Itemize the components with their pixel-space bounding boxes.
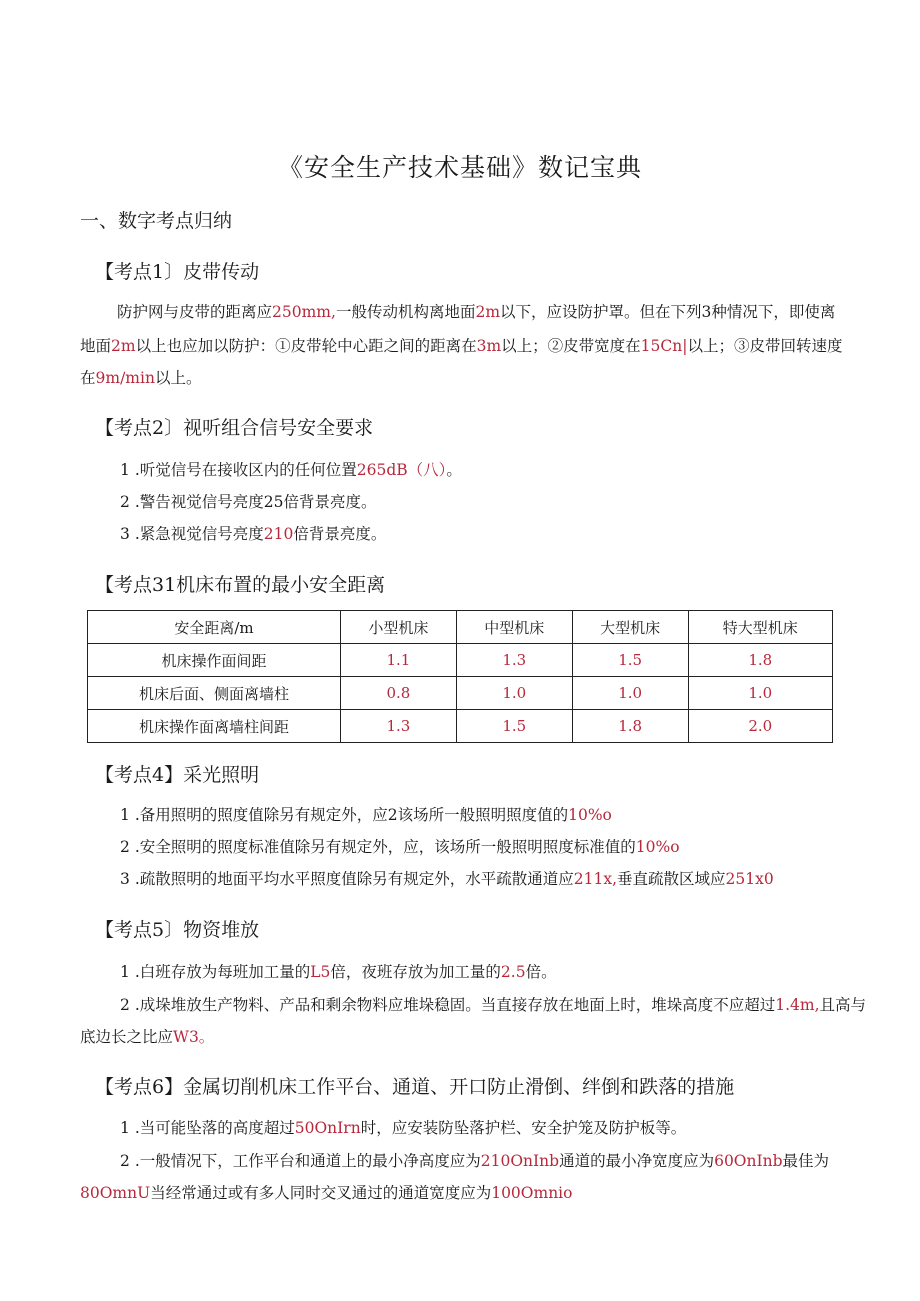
kp5-item2: 2 .成垛堆放生产物料、产品和剩余物料应堆垛稳固。当直接存放在地面上时，堆垛高度不应超过1.4m,且高与: [120, 996, 867, 1014]
kp2-item3: 3 .紧急视觉信号亮度210倍背景亮度。: [120, 525, 387, 543]
kp1-line3: 在9m∕min以上。: [80, 369, 202, 387]
table-cell: 1.5: [572, 644, 688, 677]
table-row-label: 机床操作面离墙柱间距: [88, 710, 341, 743]
table-cell: 1.8: [688, 644, 832, 677]
table-header: 安全距离/m: [88, 611, 341, 644]
table-row-label: 机床操作面间距: [88, 644, 341, 677]
table-header-row: [88, 611, 833, 644]
table-cell: 1.0: [456, 677, 572, 710]
table-cell: 1.5: [456, 710, 572, 743]
page-title: 《安全生产技术基础》数记宝典: [277, 153, 642, 182]
table-cell: 1.0: [572, 677, 688, 710]
table-cell: 1.8: [572, 710, 688, 743]
table-cell: 1.3: [456, 644, 572, 677]
table-row-label: 机床后面、侧面离墙柱: [88, 677, 341, 710]
table-header: 中型机床: [456, 611, 572, 644]
table-header: 特大型机床: [688, 611, 832, 644]
kp6-item2-cont: 80OmnU当经常通过或有多人同时交叉通过的通道宽度应为100Omnio: [80, 1184, 573, 1202]
kp2-item1: 1 .听觉信号在接收区内的任何位置265dB（八）。: [120, 461, 462, 479]
table-cell: 0.8: [341, 677, 457, 710]
kp5-item1: 1 .白班存放为每班加工量的L5倍，夜班存放为加工量的2.5倍。: [120, 963, 557, 981]
table-cell: 2.0: [688, 710, 832, 743]
kp1-heading: 【考点1〕皮带传动: [95, 261, 260, 283]
kp4-item1: 1 .备用照明的照度值除另有规定外，应2该场所一般照明照度值的10%o: [120, 806, 612, 824]
kp2-item2: 2 .警告视觉信号亮度25倍背景亮度。: [120, 493, 377, 511]
kp6-heading: 【考点6】金属切削机床工作平台、通道、开口防止滑倒、绊倒和跌落的措施: [95, 1076, 735, 1098]
kp2-heading: 【考点2〕视听组合信号安全要求: [95, 417, 374, 439]
kp6-item1: 1 .当可能坠落的高度超过50OnIrn时，应安装防坠落护栏、安全护笼及防护板等。: [120, 1119, 687, 1137]
kp4-item3: 3 .疏散照明的地面平均水平照度值除另有规定外，水平疏散通道应211x,垂直疏散区域应251x0: [120, 870, 774, 888]
table-header: 大型机床: [572, 611, 688, 644]
kp1-line2: 地面2m以上也应加以防护：①皮带轮中心距之间的距离在3m以上；②皮带宽度在15Cn|以上；③皮带回转速度: [80, 337, 843, 355]
table-row: [88, 677, 833, 710]
table-row: [88, 710, 833, 743]
kp3-heading: 【考点31机床布置的最小安全距离: [95, 574, 386, 596]
table-row: [88, 644, 833, 677]
section-heading: 一、数字考点归纳: [80, 210, 233, 232]
table-header: 小型机床: [341, 611, 457, 644]
kp1-line1: 防护网与皮带的距离应250mm,一般传动机构离地面2m以下，应设防护罩。但在下列3种情况下，即使离: [117, 303, 836, 321]
kp6-item2: 2 .一般情况下，工作平台和通道上的最小净高度应为210OnInb通道的最小净宽度应为60OnInb最佳为: [120, 1152, 830, 1170]
kp4-heading: 【考点4】采光照明: [95, 764, 260, 786]
table-cell: 1.3: [341, 710, 457, 743]
distance-table: [87, 610, 833, 743]
kp5-item2-cont: 底边长之比应W3。: [80, 1028, 215, 1046]
kp5-heading: 【考点5〕物资堆放: [95, 919, 260, 941]
table-cell: 1.1: [341, 644, 457, 677]
kp4-item2: 2 .安全照明的照度标准值除另有规定外，应，该场所一般照明照度标准值的10%o: [120, 838, 680, 856]
table-cell: 1.0: [688, 677, 832, 710]
